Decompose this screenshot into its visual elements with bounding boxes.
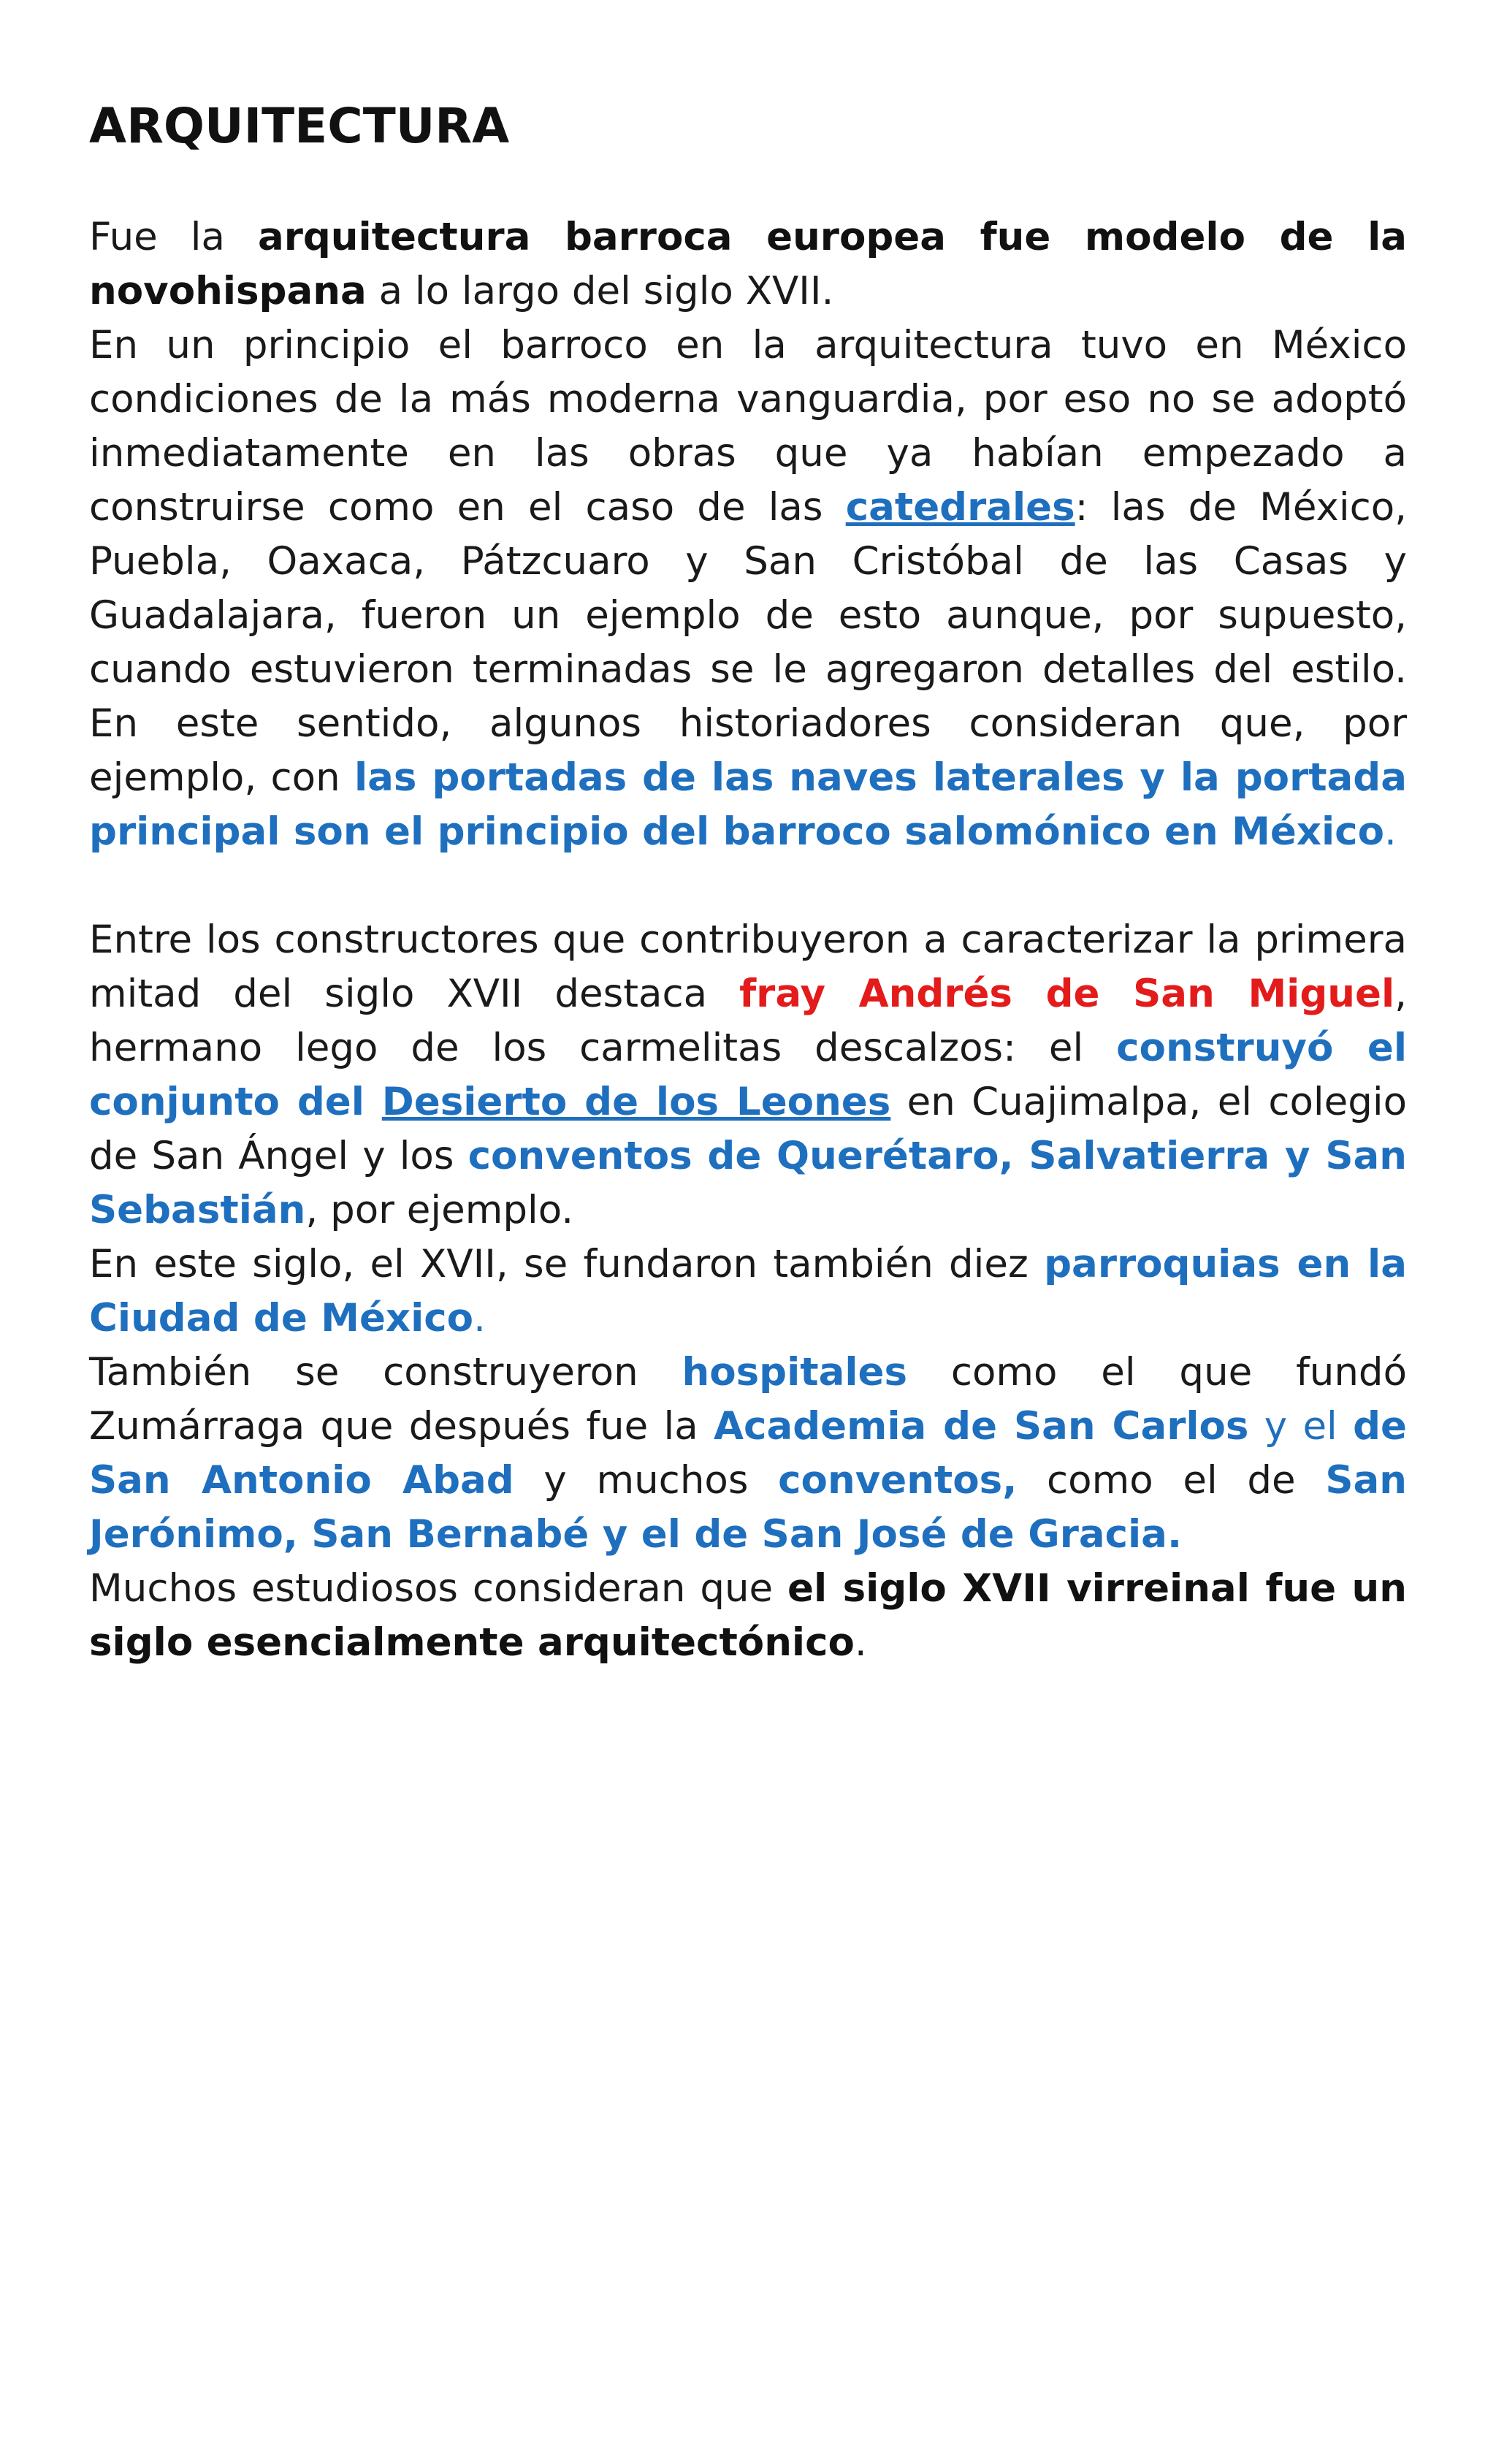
paragraph-conclusion: [89, 1562, 1407, 1670]
bold-text: arquitectura barroca europea fue modelo de la novohispana: [89, 215, 1408, 313]
highlight-text: hospitales: [682, 1350, 908, 1395]
highlight-text: San Jerónimo, San Bernabé y el de San José de Gracia.: [89, 1458, 1407, 1557]
text: : las de México, Puebla, Oaxaca, Pátzcuaro y San Cristóbal de las Casas y Guadalajara, fueron un ejemplo de esto aunque, por supuesto, cuando estuvieron terminadas se le agregaron detalles del estilo. En este sentido, algunos historiadores consideran que, por ejemplo, con: [89, 485, 1407, 800]
page-title: ARQUITECTURA: [89, 98, 510, 154]
text: , hermano lego de los carmelitas descalzos: el: [89, 972, 1407, 1070]
document-page: [89, 94, 1407, 1670]
text: en Cuajimalpa, el colegio de San Ángel y los: [89, 1080, 1408, 1178]
text: Fue la: [89, 215, 258, 259]
text: En este siglo, el XVII, se fundaron también diez: [89, 1242, 1045, 1286]
text: Muchos estudiosos consideran que: [89, 1566, 788, 1611]
text: como el de: [1017, 1458, 1326, 1503]
text: .: [1384, 809, 1397, 854]
highlight-name: fray Andrés de San Miguel: [739, 972, 1395, 1016]
catedrales-link[interactable]: catedrales: [845, 485, 1075, 530]
paragraph-parishes: [89, 1237, 1407, 1346]
highlight-text: parroquias en la Ciudad de México: [89, 1242, 1407, 1340]
paragraph-baroque: [89, 319, 1407, 859]
text: .: [473, 1296, 486, 1340]
paragraph-spacer: [89, 859, 1407, 913]
paragraph-intro: [89, 210, 1407, 319]
text: y el: [1248, 1404, 1354, 1449]
highlight-text: de San Antonio Abad: [89, 1404, 1407, 1503]
desierto-de-los-leones-link[interactable]: Desierto de los Leones: [381, 1080, 891, 1124]
paragraph-constructors: [89, 913, 1407, 1237]
text: , por ejemplo.: [305, 1188, 574, 1232]
paragraph-hospitals: [89, 1346, 1407, 1562]
text: También se construyeron: [89, 1350, 682, 1395]
highlight-text: las portadas de las naves laterales y la portada principal son el principio del barroco salomónico en México: [89, 755, 1408, 854]
highlight-text: construyó el conjunto del: [89, 1026, 1407, 1124]
highlight-text: conventos de Querétaro, Salvatierra y San Sebastián: [89, 1134, 1407, 1232]
highlight-text: conventos,: [778, 1458, 1018, 1503]
highlight-text: Academia de San Carlos: [714, 1404, 1249, 1449]
text: En un principio el barroco en la arquitectura tuvo en México condiciones de la más moderna vanguardia, por eso no se adoptó inmediatamente en las obras que ya habían empezado a construirse como en el caso de las: [89, 323, 1407, 530]
text: y muchos: [514, 1458, 779, 1503]
bold-text: el siglo XVII virreinal fue un siglo esencialmente arquitectónico: [89, 1566, 1407, 1665]
text: a lo largo del siglo XVII.: [366, 269, 834, 313]
text: Entre los constructores que contribuyeron a caracterizar la primera mitad del siglo XVII destaca: [89, 918, 1407, 1016]
text: .: [854, 1620, 867, 1665]
text: como el que fundó Zumárraga que después fue la: [89, 1350, 1407, 1449]
